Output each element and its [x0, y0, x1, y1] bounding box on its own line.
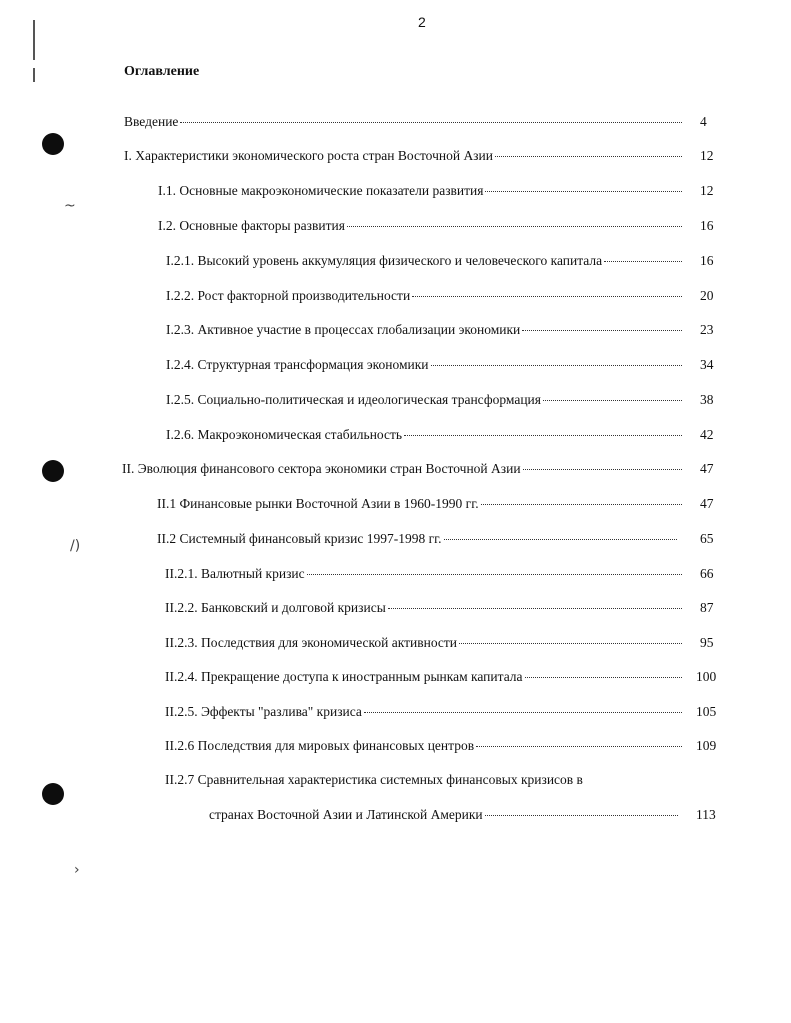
leader-dots [307, 574, 682, 575]
toc-entry [158, 218, 714, 238]
toc-entry-page: 113 [696, 807, 716, 822]
leader-dots [604, 261, 682, 262]
toc-entry-page: 16 [700, 253, 714, 268]
toc-entry-page: 100 [696, 669, 717, 684]
leader-dots [495, 156, 682, 157]
toc-entry-page: 47 [700, 496, 714, 511]
toc-entry-page: 42 [700, 427, 714, 442]
scan-mark: /) [70, 538, 81, 554]
leader-dots [525, 677, 682, 678]
toc-entry [209, 807, 716, 827]
leader-dots [412, 296, 682, 297]
toc-entry-page: 47 [700, 461, 714, 476]
toc-entry-page: 23 [700, 322, 714, 337]
toc-entry-page: 109 [696, 738, 717, 753]
toc-heading: Оглавление [124, 64, 200, 79]
toc-entry-page: 38 [700, 392, 714, 407]
leader-dots [523, 469, 682, 470]
leader-dots [180, 122, 682, 123]
toc-entry-title: I.2.3. Активное участие в процессах глобализации экономики [166, 322, 521, 337]
toc-entry [122, 461, 714, 481]
leader-dots [459, 643, 682, 644]
toc-entry-page: 95 [700, 635, 714, 650]
toc-entry-page: 66 [700, 566, 714, 581]
toc-entry-page: 12 [700, 148, 714, 163]
toc-entry-page: 34 [700, 357, 714, 372]
toc-entry-title: II.2.3. Последствия для экономической активности [165, 635, 458, 650]
leader-dots [364, 712, 682, 713]
toc-entry-title: II.2 Системный финансовый кризис 1997-1998 гг. [157, 531, 442, 546]
toc-entry-title: I.2. Основные факторы развития [158, 218, 345, 233]
toc-entry [166, 288, 714, 308]
leader-dots [431, 365, 682, 366]
toc-entry [165, 635, 714, 655]
toc-entry-title: II.1 Финансовые рынки Восточной Азии в 1960-1990 гг. [157, 496, 479, 511]
toc-entry-title: II.2.2. Банковский и долговой кризисы [165, 600, 386, 615]
toc-entry-title: I.2.2. Рост факторной производительности [166, 288, 411, 303]
scan-mark: ~ [64, 198, 76, 214]
toc-entry [165, 600, 714, 620]
toc-entry-title: I.2.5. Социально-политическая и идеологическая трансформация [166, 392, 541, 407]
toc-entry-title: I.1. Основные макроэкономические показатели развития [158, 183, 484, 198]
toc-entry [166, 392, 714, 412]
scan-mark: › [74, 862, 80, 878]
toc-entry [157, 496, 714, 516]
toc-entry-page: 4 [700, 114, 707, 129]
leader-dots [404, 435, 682, 436]
toc-entry [166, 322, 714, 342]
toc-entry [124, 114, 707, 134]
leader-dots [347, 226, 682, 227]
toc-entry [158, 183, 714, 203]
toc-entry-title: I.2.1. Высокий уровень аккумуляция физического и человеческого капитала [166, 253, 603, 268]
toc-entry [166, 357, 714, 377]
toc-entry-title: II.2.7 Сравнительная характеристика системных финансовых кризисов в [165, 772, 583, 787]
toc-entry-title: I.2.6. Макроэкономическая стабильность [166, 427, 403, 442]
toc-entry-title: странах Восточной Азии и Латинской Америки [209, 807, 483, 822]
toc-entry-page: 87 [700, 600, 714, 615]
toc-entry [166, 427, 714, 447]
toc-entry-title: I.2.4. Структурная трансформация экономики [166, 357, 429, 372]
leader-dots [481, 504, 682, 505]
toc-entry [165, 566, 714, 586]
leader-dots [543, 400, 682, 401]
leader-dots [522, 330, 682, 331]
leader-dots [388, 608, 682, 609]
toc-entry-page: 105 [696, 704, 717, 719]
toc-entry-page: 65 [700, 531, 714, 546]
toc-entry [166, 253, 714, 273]
toc-entry-title: I. Характеристики экономического роста стран Восточной Азии [124, 148, 493, 163]
toc-entry-title: II.2.4. Прекращение доступа к иностранным рынкам капитала [165, 669, 523, 684]
toc-entry-page: 16 [700, 218, 714, 233]
toc-entry [165, 738, 717, 758]
toc-entry [165, 704, 717, 724]
toc-entry-title: II. Эволюция финансового сектора экономики стран Восточной Азии [122, 461, 521, 476]
toc-entry [165, 669, 717, 689]
toc-entry-title: II.2.6 Последствия для мировых финансовых центров [165, 738, 475, 753]
toc-entry-page: 12 [700, 183, 714, 198]
leader-dots [485, 191, 682, 192]
toc-entry [157, 531, 714, 551]
leader-dots [444, 539, 678, 540]
leader-dots [485, 815, 678, 816]
page-number: 2 [418, 14, 426, 30]
toc-entry-title: II.2.1. Валютный кризис [165, 566, 305, 581]
toc-entry-title: Введение [124, 114, 179, 129]
toc-entry-title: II.2.5. Эффекты "разлива" кризиса [165, 704, 362, 719]
toc-entry [124, 148, 714, 168]
leader-dots [476, 746, 682, 747]
toc-entry-page: 20 [700, 288, 714, 303]
